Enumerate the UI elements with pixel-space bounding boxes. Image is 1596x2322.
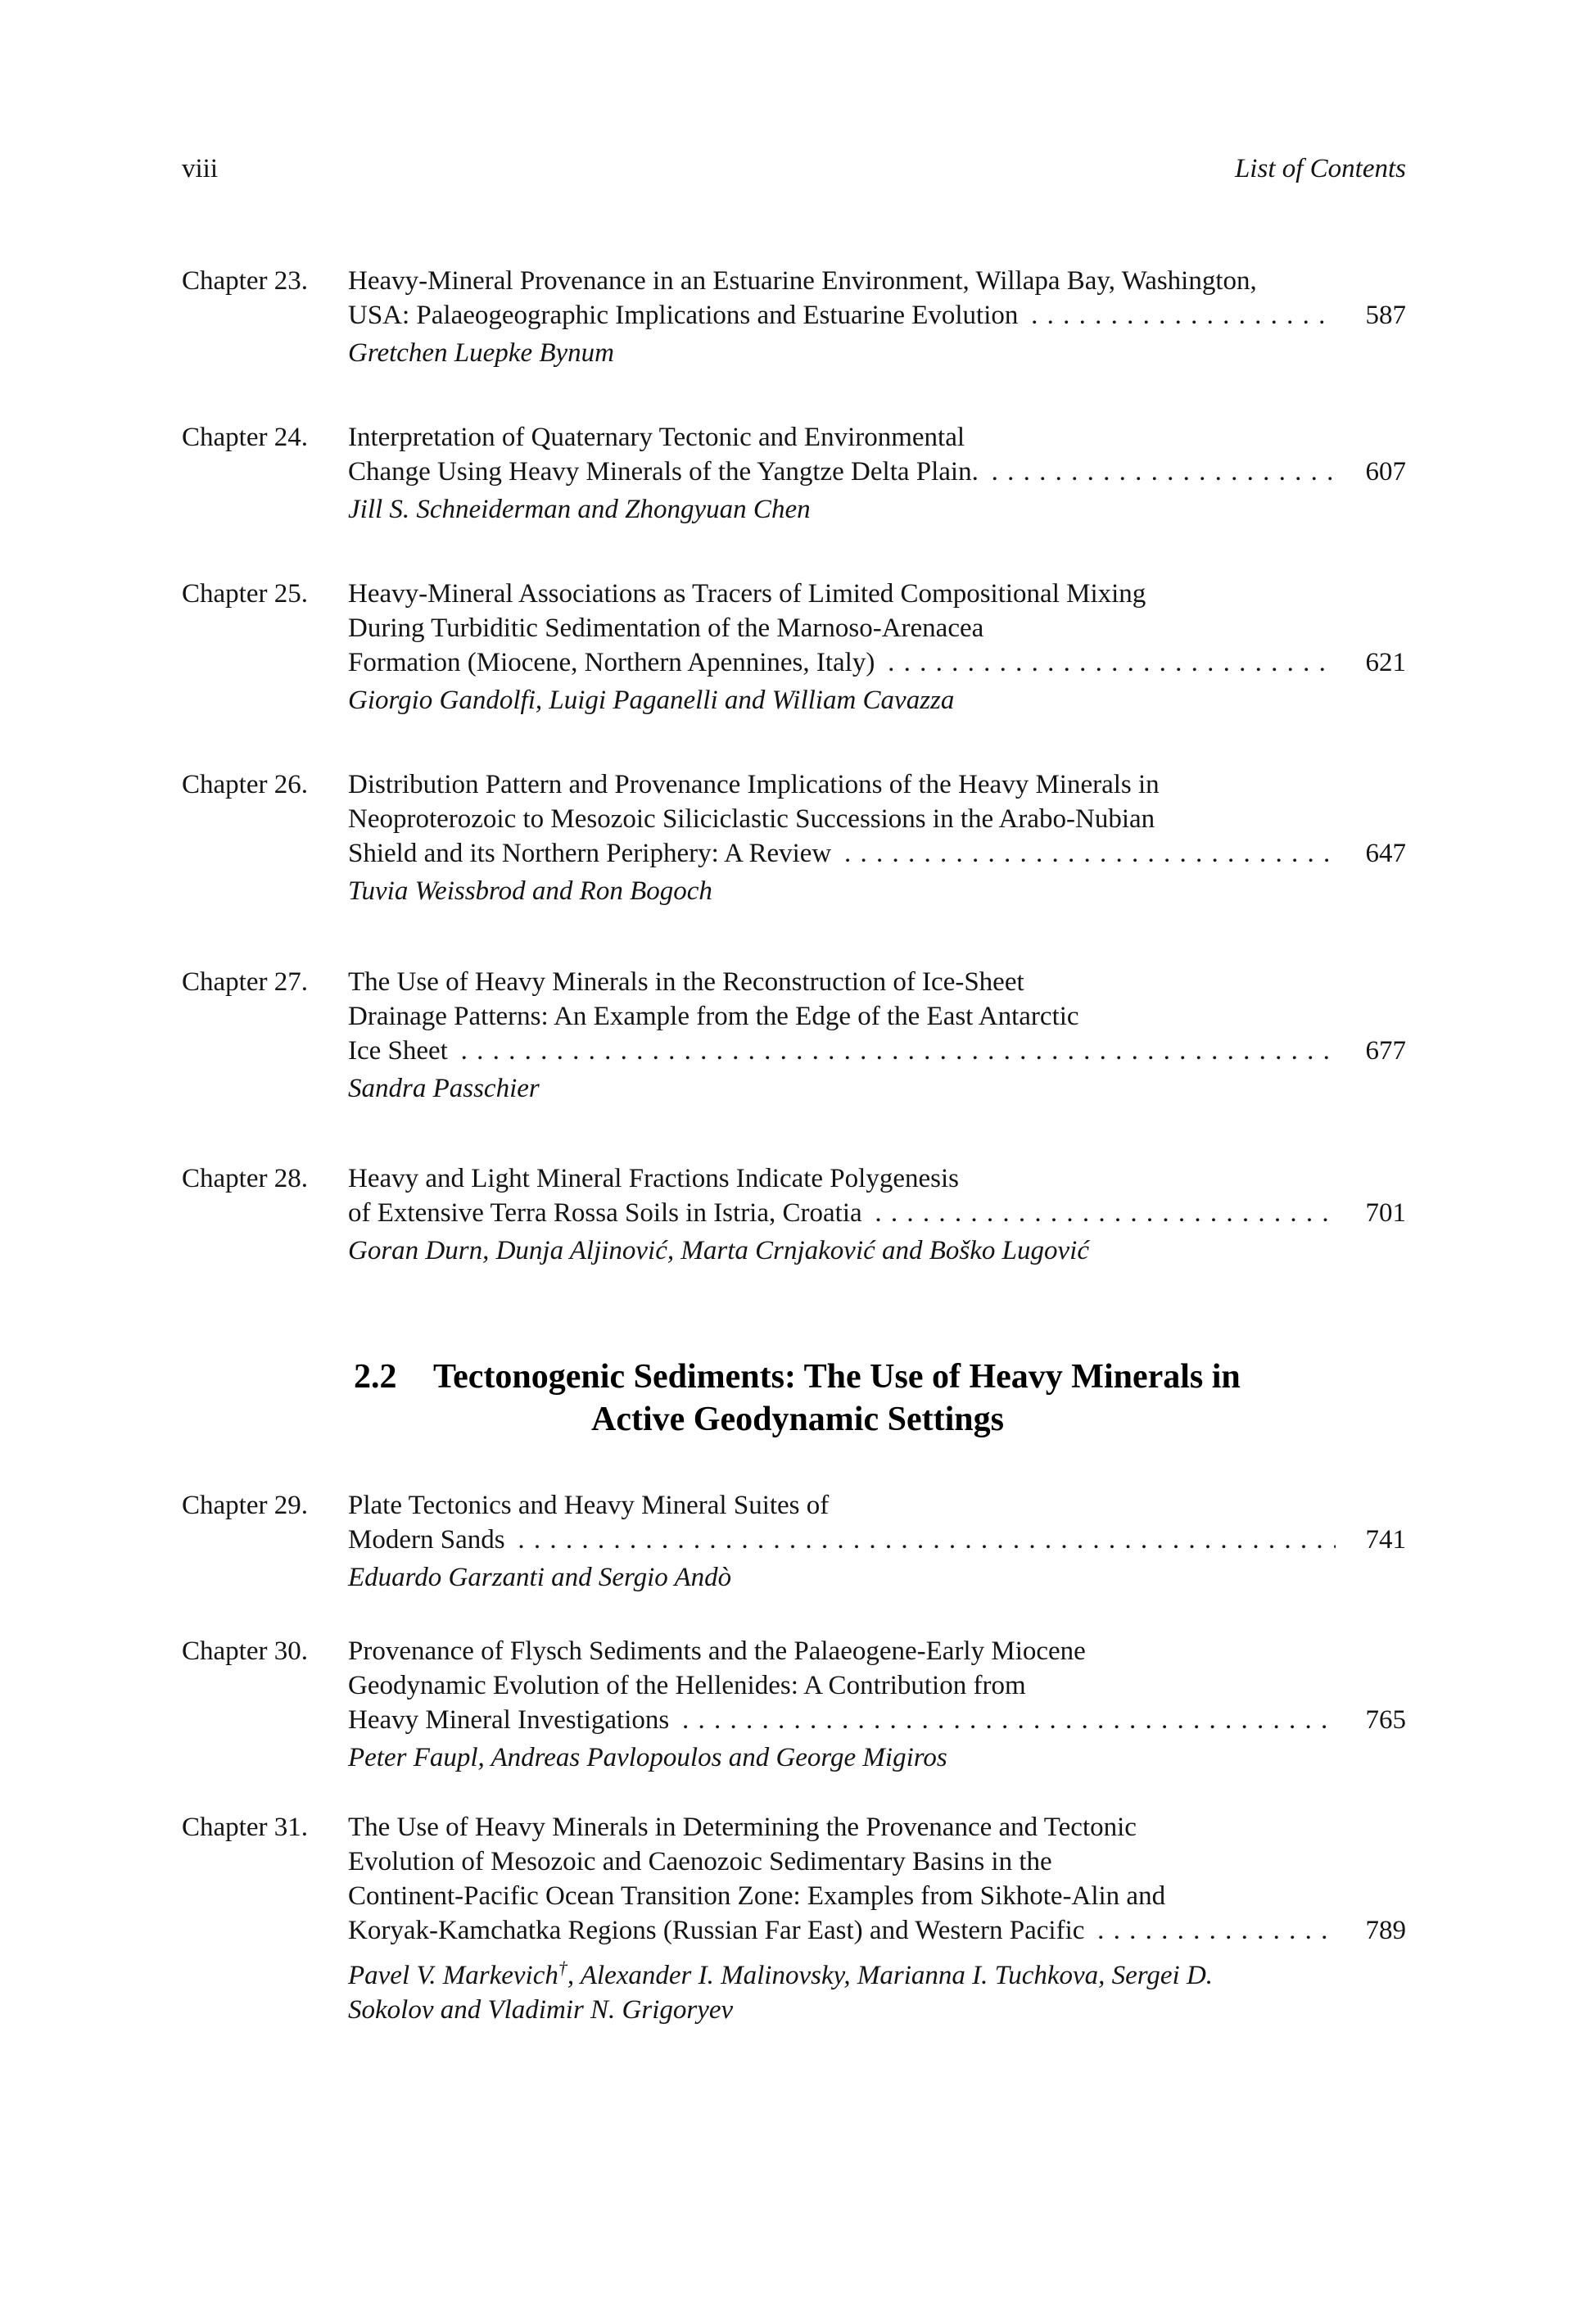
chapter-title-line: Neoproterozoic to Mesozoic Siliciclastic Successions in the Arabo-Nubian <box>348 804 1155 834</box>
page-number: 765 <box>1365 1705 1406 1735</box>
page-number: 647 <box>1365 839 1406 868</box>
chapter-title-line: Plate Tectonics and Heavy Mineral Suites of <box>348 1491 830 1520</box>
chapter-title-leader-line <box>348 1034 1406 1068</box>
chapter-title-leader-line <box>348 455 1406 489</box>
toc-entry-chapter-23[interactable] <box>182 264 1406 370</box>
chapter-label: Chapter 31. <box>182 1813 308 1842</box>
author-names: Sokolov and Vladimir N. Grigoryev <box>348 1995 734 2025</box>
chapter-title-line: Modern Sands <box>348 1525 510 1555</box>
page-number: 789 <box>1365 1916 1406 1945</box>
chapter-title-line: Heavy Mineral Investigations <box>348 1705 674 1735</box>
section-title-line-1: Tectonogenic Sediments: The Use of Heavy Minerals in <box>433 1358 1241 1396</box>
toc-entry-chapter-26[interactable] <box>182 767 1406 908</box>
toc-entry-chapter-27[interactable] <box>182 965 1406 1106</box>
chapter-title-leader-line <box>348 298 1406 333</box>
chapter-title-line: Heavy-Mineral Associations as Tracers of Limited Compositional Mixing <box>348 579 1146 609</box>
chapter-authors: Gretchen Luepke Bynum <box>348 338 614 368</box>
chapter-title-leader-line <box>348 836 1406 871</box>
chapter-title-leader-line <box>348 1523 1406 1557</box>
chapter-title-line: Interpretation of Quaternary Tectonic and Environmental <box>348 423 965 452</box>
chapter-authors: Eduardo Garzanti and Sergio Andò <box>348 1563 732 1592</box>
chapter-title-line: Heavy-Mineral Provenance in an Estuarine Environment, Willapa Bay, Washington, <box>348 266 1257 296</box>
dagger-mark: † <box>558 1958 567 1978</box>
chapter-title-line: USA: Palaeogeographic Implications and Estuarine Evolution <box>348 301 1023 330</box>
chapter-label: Chapter 27. <box>182 967 308 997</box>
section-number: 2.2 <box>354 1358 397 1396</box>
chapter-title-leader-line <box>348 1913 1406 1948</box>
chapter-authors: Jill S. Schneiderman and Zhongyuan Chen <box>348 495 811 524</box>
author-name: Pavel V. Markevich <box>348 1961 558 1990</box>
chapter-label: Chapter 23. <box>182 266 308 296</box>
chapter-title-line: The Use of Heavy Minerals in Determining the Provenance and Tectonic <box>348 1813 1137 1842</box>
page-number: 587 <box>1365 301 1406 330</box>
chapter-authors: Giorgio Gandolfi, Luigi Paganelli and William Cavazza <box>348 686 955 715</box>
toc-entry-chapter-28[interactable] <box>182 1161 1406 1268</box>
page-number: 701 <box>1365 1198 1406 1228</box>
chapter-authors <box>348 1951 1406 2027</box>
chapter-label: Chapter 24. <box>182 423 308 452</box>
chapter-label: Chapter 28. <box>182 1164 308 1193</box>
toc-entry-chapter-25[interactable] <box>182 577 1406 717</box>
chapter-authors: Sandra Passchier <box>348 1074 540 1103</box>
page-number: 607 <box>1365 457 1406 487</box>
author-names: , Alexander I. Malinovsky, Marianna I. Tuchkova, Sergei D. <box>567 1961 1214 1990</box>
chapter-title-line: Distribution Pattern and Provenance Implications of the Heavy Minerals in <box>348 770 1160 799</box>
chapter-title-line: Heavy and Light Mineral Fractions Indicate Polygenesis <box>348 1164 959 1193</box>
toc-entry-chapter-30[interactable] <box>182 1634 1406 1775</box>
chapter-title-line: Ice Sheet <box>348 1036 453 1066</box>
chapter-title-line: Provenance of Flysch Sediments and the Palaeogene-Early Miocene <box>348 1636 1086 1666</box>
chapter-title-leader-line <box>348 1196 1406 1230</box>
chapter-title-line: Koryak-Kamchatka Regions (Russian Far East) and Western Pacific <box>348 1916 1089 1945</box>
section-title-line-2: Active Geodynamic Settings <box>591 1401 1004 1438</box>
chapter-title-line: Formation (Miocene, Northern Apennines, Italy) <box>348 648 879 677</box>
page-folio: viii <box>182 154 219 183</box>
running-title: List of Contents <box>1234 154 1406 183</box>
toc-entry-chapter-29[interactable] <box>182 1488 1406 1595</box>
chapter-title-line: The Use of Heavy Minerals in the Reconstruction of Ice-Sheet <box>348 967 1024 997</box>
page-number: 621 <box>1365 648 1406 677</box>
chapter-title-leader-line <box>348 1703 1406 1737</box>
chapter-label: Chapter 29. <box>182 1491 308 1520</box>
chapter-authors: Peter Faupl, Andreas Pavlopoulos and George Migiros <box>348 1743 947 1772</box>
toc-entry-chapter-31[interactable] <box>182 1810 1406 2027</box>
chapter-title-line: Shield and its Northern Periphery: A Review <box>348 839 836 868</box>
chapter-title-line: Change Using Heavy Minerals of the Yangtze Delta Plain. <box>348 457 983 487</box>
chapter-authors: Tuvia Weissbrod and Ron Bogoch <box>348 876 712 906</box>
chapter-title-line: During Turbiditic Sedimentation of the Marnoso-Arenacea <box>348 613 984 643</box>
chapter-title-line: Continent-Pacific Ocean Transition Zone: Examples from Sikhote-Alin and <box>348 1881 1166 1911</box>
chapter-label: Chapter 26. <box>182 770 308 799</box>
chapter-title-line: of Extensive Terra Rossa Soils in Istria, Croatia <box>348 1198 867 1228</box>
chapter-authors: Goran Durn, Dunja Aljinović, Marta Crnjaković and Boško Lugović <box>348 1236 1089 1265</box>
chapter-title-line: Evolution of Mesozoic and Caenozoic Sedimentary Basins in the <box>348 1847 1052 1876</box>
page-number: 677 <box>1365 1036 1406 1066</box>
chapter-title-line: Drainage Patterns: An Example from the Edge of the East Antarctic <box>348 1002 1079 1031</box>
chapter-label: Chapter 30. <box>182 1636 308 1666</box>
chapter-title-leader-line <box>348 645 1406 680</box>
chapter-title-line: Geodynamic Evolution of the Hellenides: A Contribution from <box>348 1671 1026 1700</box>
chapter-label: Chapter 25. <box>182 579 308 609</box>
page-number: 741 <box>1365 1525 1406 1555</box>
toc-entry-chapter-24[interactable] <box>182 420 1406 527</box>
